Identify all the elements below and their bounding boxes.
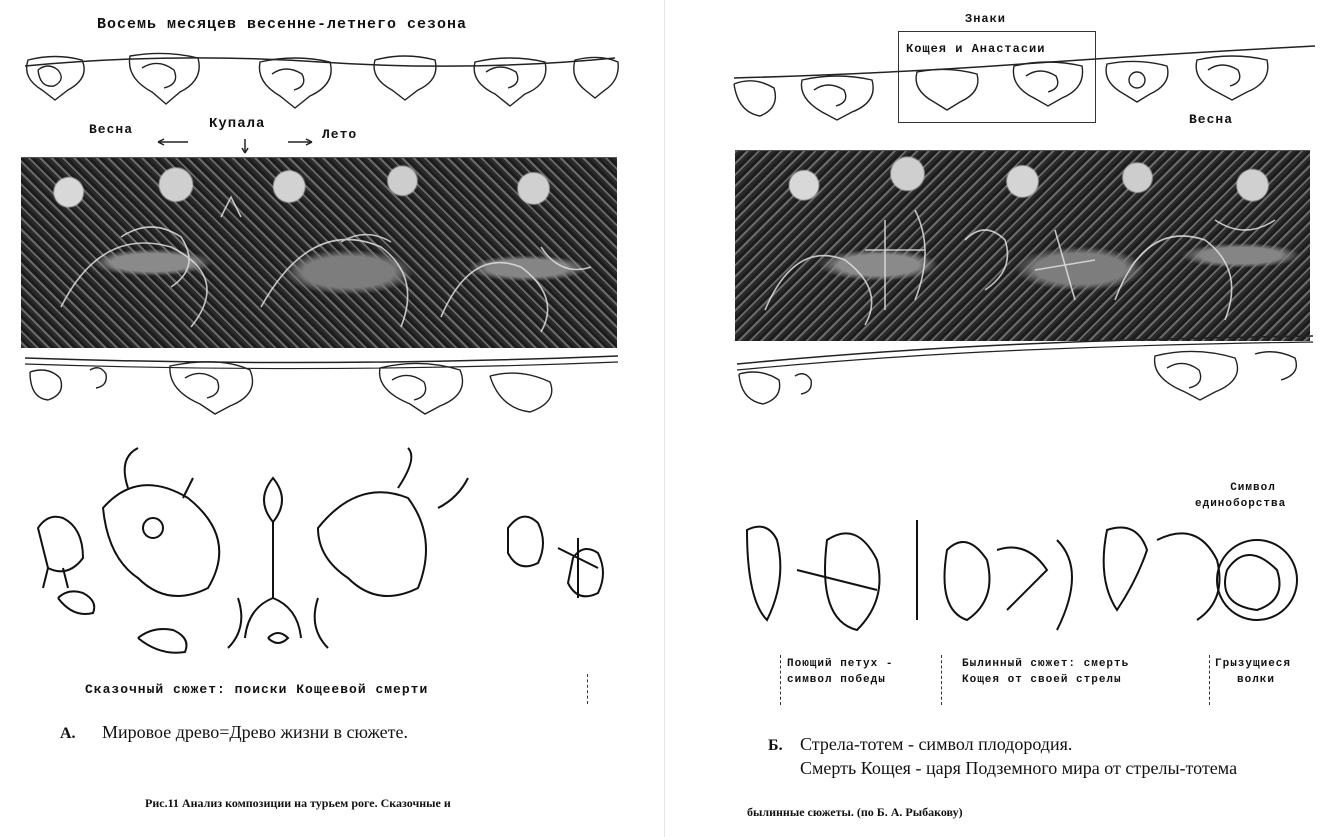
- left-bottom-ornament: [20, 350, 620, 420]
- right-label-spring: Весна: [1189, 112, 1234, 127]
- right-caption-rooster-1: Поющий петух -: [787, 658, 894, 670]
- right-caption-epic-2: Кощея от своей стрелы: [962, 674, 1122, 686]
- right-caption-wolves-2: волки: [1237, 674, 1276, 686]
- left-label-spring: Весна: [89, 122, 134, 137]
- right-caption-divider-3: [1209, 655, 1210, 705]
- right-symbol-label-2: единоборства: [1195, 498, 1287, 510]
- left-top-caption: Восемь месяцев весенне-летнего сезона: [97, 16, 468, 33]
- right-caption-divider-2: [941, 655, 942, 705]
- left-caption-divider: [587, 674, 588, 704]
- left-panel-text: Мировое древо=Древо жизни в сюжете.: [102, 722, 409, 742]
- right-signs-title: Знаки: [965, 12, 1007, 26]
- right-frieze-drawing: [737, 510, 1317, 650]
- right-bottom-ornament: [735, 330, 1315, 420]
- left-photo-tracery: [21, 157, 617, 347]
- season-arrows: [150, 135, 320, 159]
- left-frieze-drawing: [18, 448, 618, 668]
- left-figure-caption: Рис.11 Анализ композиции на турьем роге. Сказочные и: [145, 796, 451, 810]
- left-panel-letter: А.: [60, 725, 76, 742]
- right-figure-caption: былинные сюжеты. (по Б. А. Рыбакову): [747, 805, 963, 819]
- right-signs-box-text: Кощея и Анастасии: [906, 42, 1046, 56]
- right-caption-epic-1: Былинный сюжет: смерть: [962, 658, 1130, 670]
- right-photo-tracery: [735, 150, 1310, 340]
- right-panel-letter: Б.: [768, 737, 783, 754]
- left-bottom-caption: Сказочный сюжет: поиски Кощеевой смерти: [85, 682, 429, 697]
- left-label-kupala: Купала: [209, 116, 266, 132]
- left-top-ornament: [20, 48, 620, 113]
- right-panel-text-2: Смерть Кощея - царя Подземного мира от стрелы-тотема: [800, 758, 1238, 778]
- page-gutter: [664, 0, 665, 837]
- left-label-summer: Лето: [322, 127, 358, 142]
- right-caption-wolves-1: Грызущиеся: [1215, 658, 1292, 670]
- right-caption-rooster-2: символ победы: [787, 674, 886, 686]
- right-panel-text-1: Стрела-тотем - символ плодородия.: [800, 734, 1073, 754]
- right-caption-divider-1: [780, 655, 781, 705]
- right-symbol-label-1: Символ: [1230, 482, 1276, 494]
